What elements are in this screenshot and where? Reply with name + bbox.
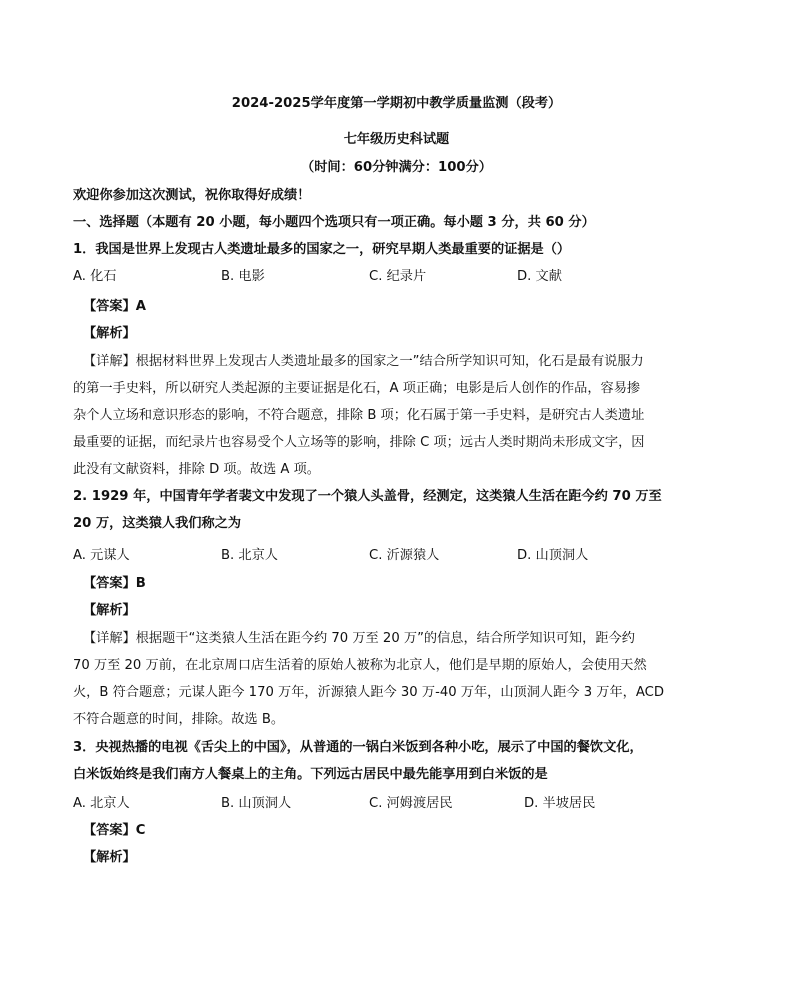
- question-2-detail-line: 火，B 符合题意；元谋人距今 170 万年，沂源猿人距今 30 万-40 万年，山顶洞人距今 3 万年，ACD: [73, 685, 664, 700]
- question-3-stem-line: 3．央视热播的电视《舌尖上的中国》，从普通的一锅白米饭到各种小吃，展示了中国的餐饮文化，: [73, 740, 643, 755]
- question-1-detail-line: 此没有文献资料，排除 D 项。故选 A 项。: [73, 462, 320, 477]
- question-1-option-b: B. 电影: [221, 269, 265, 284]
- welcome-text: 欢迎你参加这次测试，祝你取得好成绩！: [73, 188, 311, 203]
- question-2-detail-line: 【详解】根据题干“这类猿人生活在距今约 70 万至 20 万”的信息，结合所学知识可知，距今约: [83, 631, 635, 646]
- question-2-detail-line: 不符合题意的时间，排除。故选 B。: [73, 712, 285, 727]
- question-1-answer: 【答案】A: [83, 299, 146, 314]
- question-1-detail-line: 最重要的证据，而纪录片也容易受个人立场等的影响，排除 C 项；远古人类时期尚未形成文字，因: [73, 435, 645, 450]
- question-3-option-c: C. 河姆渡居民: [369, 796, 453, 811]
- exam-title: 2024-2025学年度第一学期初中教学质量监测（段考）: [231, 96, 562, 111]
- question-2-stem-line: 20 万，这类猿人我们称之为: [73, 516, 242, 531]
- question-1-detail-line: 【详解】根据材料世界上发现古人类遗址最多的国家之一”结合所学知识可知，化石是最有说服力: [83, 354, 644, 369]
- section-heading: 一、选择题（本题有 20 小题，每小题四个选项只有一项正确。每小题 3 分，共 60 分）: [73, 215, 595, 230]
- question-3-option-d: D. 半坡居民: [524, 796, 596, 811]
- exam-subtitle: 七年级历史科试题: [343, 132, 450, 147]
- question-3-analysis-label: 【解析】: [83, 850, 136, 865]
- question-3-stem-line: 白米饭始终是我们南方人餐桌上的主角。下列远古居民中最先能享用到白米饭的是: [73, 767, 548, 782]
- question-2-option-a: A. 元谋人: [73, 548, 130, 563]
- question-2-option-d: D. 山顶洞人: [517, 548, 589, 563]
- question-1-detail-line: 的第一手史料，所以研究人类起源的主要证据是化石，A 项正确；电影是后人创作的作品，容易掺: [73, 381, 641, 396]
- question-1-stem: 1．我国是世界上发现古人类遗址最多的国家之一，研究早期人类最重要的证据是（）: [73, 242, 571, 257]
- question-2-detail-line: 70 万至 20 万前，在北京周口店生活着的原始人被称为北京人，他们是早期的原始人，会使用天然: [73, 658, 647, 673]
- question-1-option-a: A. 化石: [73, 269, 117, 284]
- question-2-option-b: B. 北京人: [221, 548, 278, 563]
- question-2-option-c: C. 沂源猿人: [369, 548, 440, 563]
- question-1-option-d: D. 文献: [517, 269, 562, 284]
- question-2-answer: 【答案】B: [83, 576, 146, 591]
- question-1-analysis-label: 【解析】: [83, 326, 136, 341]
- question-1-detail-line: 杂个人立场和意识形态的影响，不符合题意，排除 B 项；化石属于第一手史料，是研究古人类遗址: [73, 408, 645, 423]
- question-3-answer: 【答案】C: [83, 823, 146, 838]
- question-3-option-b: B. 山顶洞人: [221, 796, 292, 811]
- question-2-analysis-label: 【解析】: [83, 603, 136, 618]
- question-2-stem-line: 2. 1929 年，中国青年学者裴文中发现了一个猿人头盖骨，经测定，这类猿人生活在距今约 70 万至: [73, 489, 662, 504]
- exam-time-info: （时间：60分钟满分：100分）: [301, 160, 492, 175]
- question-1-option-c: C. 纪录片: [369, 269, 427, 284]
- question-3-option-a: A. 北京人: [73, 796, 130, 811]
